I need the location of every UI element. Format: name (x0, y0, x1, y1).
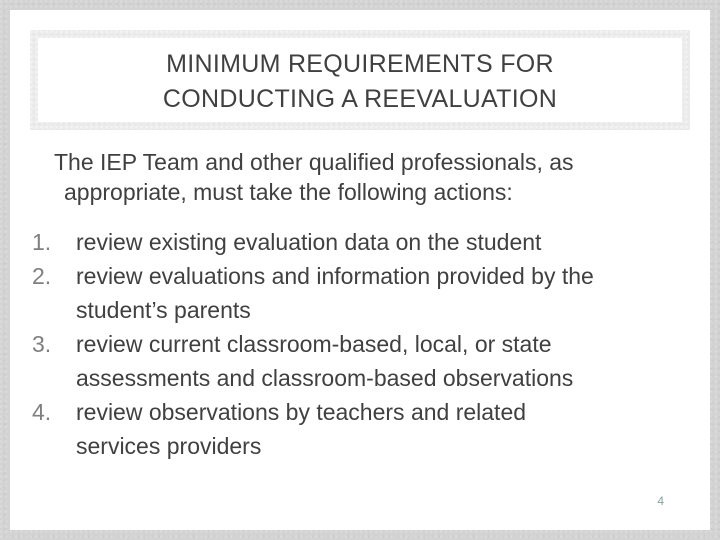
list-item-number: 1. (32, 229, 52, 255)
list-item-text: services providers (76, 433, 262, 459)
list-item (10, 327, 720, 395)
list-item (10, 259, 720, 327)
page-number: 4 (657, 494, 664, 508)
title-inner-panel (38, 38, 682, 122)
list-item-number: 3. (32, 331, 52, 357)
intro-paragraph (54, 147, 694, 207)
intro-line: appropriate, must take the following actions: (64, 179, 513, 205)
list-item-text: review existing evaluation data on the student (76, 229, 542, 255)
actions-list (10, 225, 720, 463)
list-item-number: 2. (32, 263, 52, 289)
list-item-text: review current classroom-based, local, or state (76, 331, 552, 357)
title-frame (30, 30, 690, 130)
list-item-number: 4. (32, 399, 52, 425)
slide-title-line: CONDUCTING A REEVALUATION (162, 85, 558, 113)
intro-line: The IEP Team and other qualified professionals, as (54, 149, 574, 175)
list-item (10, 225, 720, 259)
slide (10, 10, 710, 530)
list-item-text: student’s parents (76, 297, 251, 323)
list-item (10, 395, 720, 463)
list-item-text: assessments and classroom-based observations (76, 365, 574, 391)
list-item-text: review evaluations and information provided by the (76, 263, 594, 289)
slide-title-line: MINIMUM REQUIREMENTS FOR (166, 50, 554, 78)
list-item-text: review observations by teachers and related (76, 399, 527, 425)
slide-title (38, 47, 682, 117)
